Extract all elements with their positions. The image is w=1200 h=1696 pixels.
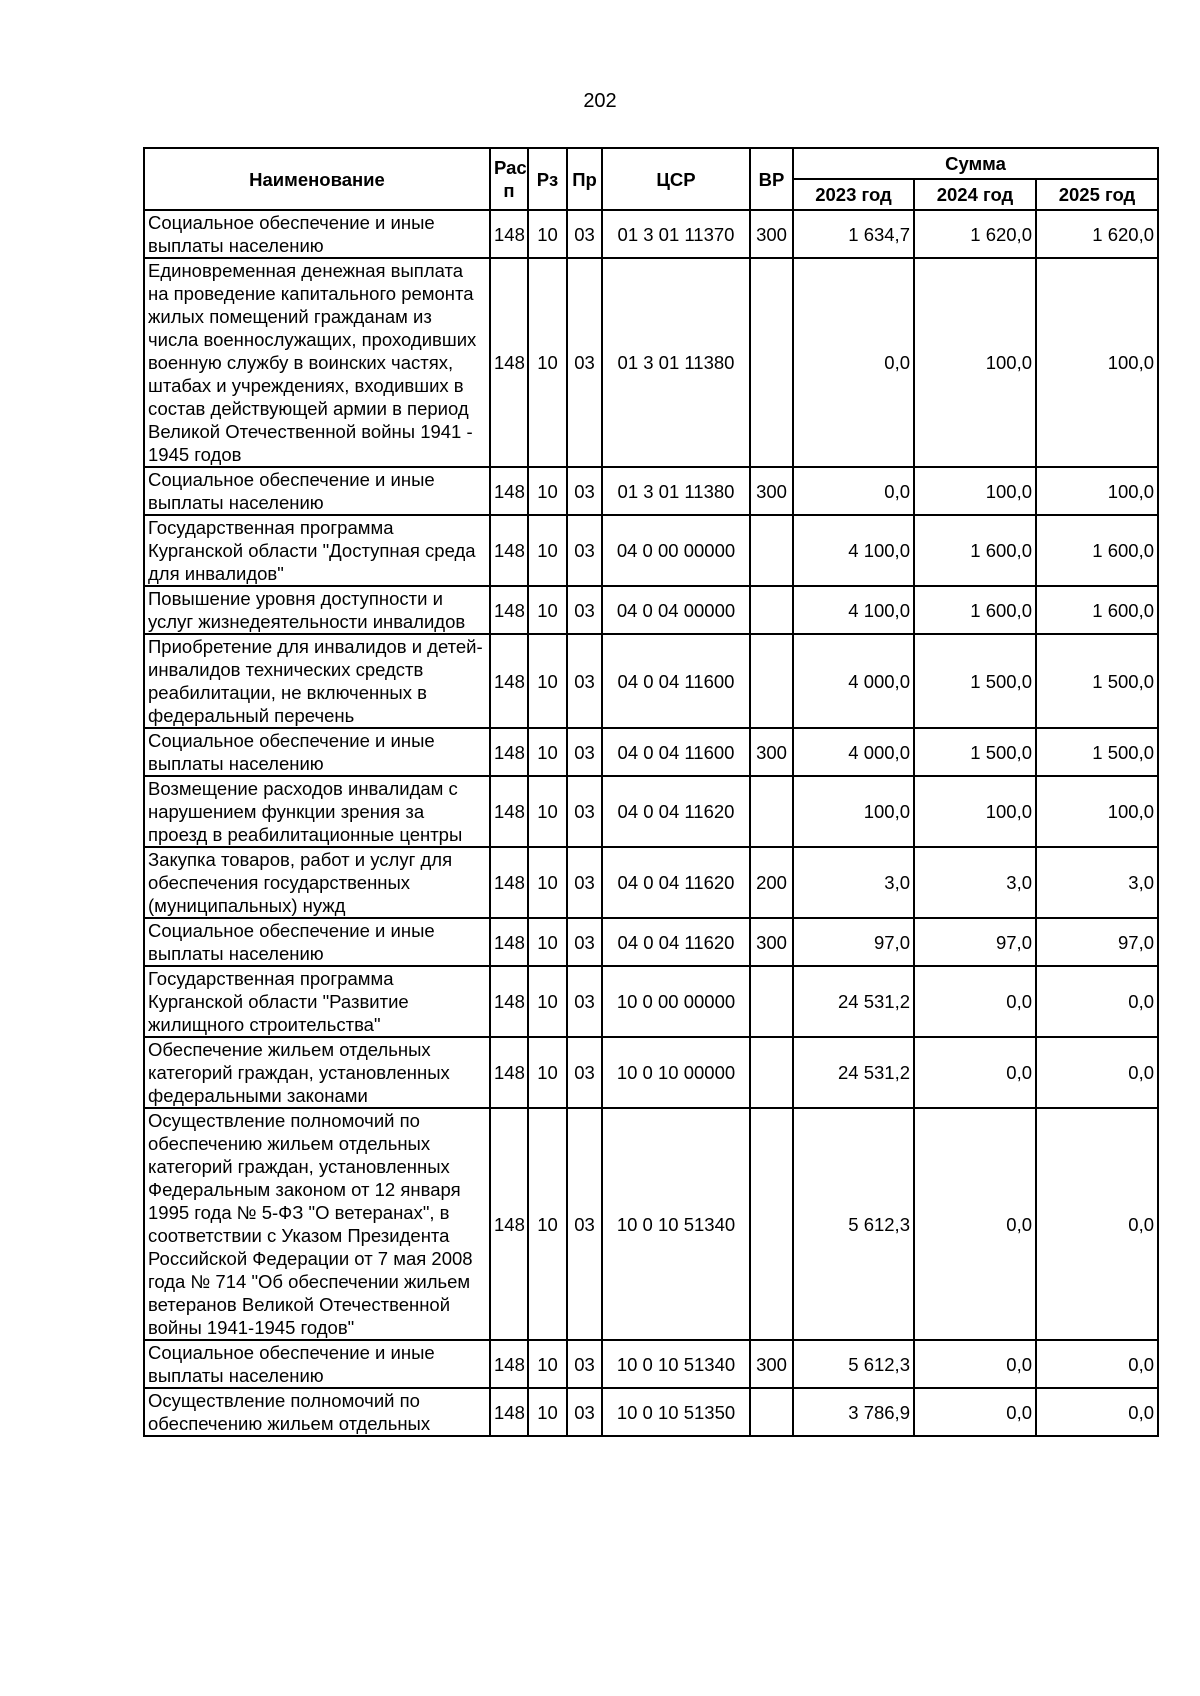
header-csr: ЦСР [602, 148, 750, 210]
cell-name: Приобретение для инвалидов и детей-инвалидов технических средств реабилитации, не включенных в федеральный перечень [144, 634, 490, 728]
cell-2025: 1 620,0 [1036, 210, 1158, 258]
cell-2025: 0,0 [1036, 966, 1158, 1037]
cell-csr: 04 0 00 00000 [602, 515, 750, 586]
cell-name: Социальное обеспечение и иные выплаты населению [144, 210, 490, 258]
cell-rasp: 148 [490, 515, 528, 586]
cell-name: Осуществление полномочий по обеспечению жильем отдельных категорий граждан, установленных Федеральным законом от 12 января 1995 года № 5-ФЗ "О ветеранах", в соответствии с Указом Президента Российской Федерации от 7 мая 2008 года № 714 "Об обеспечении жильем ветеранов Великой Отечественной войны 1941-1945 годов" [144, 1108, 490, 1340]
cell-pr: 03 [567, 1388, 602, 1436]
cell-2023: 1 634,7 [793, 210, 914, 258]
cell-rz: 10 [528, 258, 567, 467]
cell-2025: 0,0 [1036, 1108, 1158, 1340]
cell-2025: 100,0 [1036, 776, 1158, 847]
table-row [144, 586, 1158, 634]
cell-rasp: 148 [490, 847, 528, 918]
cell-rasp: 148 [490, 728, 528, 776]
cell-name: Единовременная денежная выплата на проведение капитального ремонта жилых помещений гражданам из числа военнослужащих, проходивших военную службу в воинских частях, штабах и учреждениях, входивших в состав действующей армии в период Великой Отечественной войны 1941 - 1945 годов [144, 258, 490, 467]
cell-pr: 03 [567, 776, 602, 847]
table-row [144, 776, 1158, 847]
table-row [144, 258, 1158, 467]
cell-rasp: 148 [490, 258, 528, 467]
cell-pr: 03 [567, 1037, 602, 1108]
header-name: Наименование [144, 148, 490, 210]
cell-pr: 03 [567, 210, 602, 258]
cell-csr: 10 0 10 51340 [602, 1340, 750, 1388]
cell-vr: 300 [750, 728, 793, 776]
cell-2025: 0,0 [1036, 1037, 1158, 1108]
cell-name: Закупка товаров, работ и услуг для обеспечения государственных (муниципальных) нужд [144, 847, 490, 918]
cell-pr: 03 [567, 1340, 602, 1388]
cell-csr: 04 0 04 11620 [602, 776, 750, 847]
table-row [144, 918, 1158, 966]
header-rasp: Рас п [490, 148, 528, 210]
cell-2025: 1 600,0 [1036, 515, 1158, 586]
cell-2025: 3,0 [1036, 847, 1158, 918]
cell-2023: 0,0 [793, 467, 914, 515]
cell-2023: 24 531,2 [793, 966, 914, 1037]
table-row [144, 634, 1158, 728]
header-vr: ВР [750, 148, 793, 210]
cell-2024: 1 500,0 [914, 728, 1036, 776]
cell-name: Осуществление полномочий по обеспечению жильем отдельных [144, 1388, 490, 1436]
cell-2023: 4 000,0 [793, 634, 914, 728]
header-pr: Пр [567, 148, 602, 210]
table-row [144, 515, 1158, 586]
cell-2023: 97,0 [793, 918, 914, 966]
cell-2024: 100,0 [914, 776, 1036, 847]
cell-2023: 0,0 [793, 258, 914, 467]
cell-2023: 4 100,0 [793, 586, 914, 634]
cell-2024: 0,0 [914, 1037, 1036, 1108]
cell-rasp: 148 [490, 776, 528, 847]
cell-rz: 10 [528, 210, 567, 258]
cell-2024: 97,0 [914, 918, 1036, 966]
cell-csr: 01 3 01 11380 [602, 258, 750, 467]
cell-2024: 0,0 [914, 1388, 1036, 1436]
cell-rasp: 148 [490, 1340, 528, 1388]
cell-2024: 1 500,0 [914, 634, 1036, 728]
table-row [144, 1388, 1158, 1436]
cell-vr: 300 [750, 1340, 793, 1388]
header-row [144, 148, 1158, 179]
cell-vr [750, 515, 793, 586]
cell-rz: 10 [528, 515, 567, 586]
table-row [144, 1037, 1158, 1108]
cell-csr: 01 3 01 11370 [602, 210, 750, 258]
cell-2023: 4 000,0 [793, 728, 914, 776]
table-row [144, 210, 1158, 258]
cell-2024: 100,0 [914, 258, 1036, 467]
cell-2023: 3 786,9 [793, 1388, 914, 1436]
cell-2025: 1 600,0 [1036, 586, 1158, 634]
cell-rasp: 148 [490, 1108, 528, 1340]
table-body [144, 210, 1158, 1436]
cell-name: Социальное обеспечение и иные выплаты населению [144, 918, 490, 966]
cell-name: Социальное обеспечение и иные выплаты населению [144, 1340, 490, 1388]
cell-2025: 100,0 [1036, 258, 1158, 467]
cell-rasp: 148 [490, 918, 528, 966]
table-row [144, 728, 1158, 776]
cell-csr: 01 3 01 11380 [602, 467, 750, 515]
cell-pr: 03 [567, 258, 602, 467]
cell-2023: 5 612,3 [793, 1340, 914, 1388]
cell-rz: 10 [528, 1037, 567, 1108]
cell-name: Повышение уровня доступности и услуг жизнедеятельности инвалидов [144, 586, 490, 634]
cell-2025: 100,0 [1036, 467, 1158, 515]
header-2023: 2023 год [793, 179, 914, 210]
cell-name: Обеспечение жильем отдельных категорий граждан, установленных федеральными законами [144, 1037, 490, 1108]
cell-csr: 10 0 10 51350 [602, 1388, 750, 1436]
cell-csr: 04 0 04 11620 [602, 918, 750, 966]
cell-pr: 03 [567, 847, 602, 918]
cell-2024: 100,0 [914, 467, 1036, 515]
table-row [144, 966, 1158, 1037]
cell-rz: 10 [528, 586, 567, 634]
cell-rasp: 148 [490, 634, 528, 728]
cell-2024: 0,0 [914, 1340, 1036, 1388]
cell-pr: 03 [567, 728, 602, 776]
table-row [144, 1108, 1158, 1340]
cell-2023: 24 531,2 [793, 1037, 914, 1108]
cell-pr: 03 [567, 966, 602, 1037]
cell-vr [750, 966, 793, 1037]
cell-rasp: 148 [490, 586, 528, 634]
cell-vr: 200 [750, 847, 793, 918]
cell-vr [750, 634, 793, 728]
cell-2025: 1 500,0 [1036, 728, 1158, 776]
cell-vr: 300 [750, 467, 793, 515]
cell-vr [750, 258, 793, 467]
cell-rz: 10 [528, 1388, 567, 1436]
cell-vr [750, 776, 793, 847]
cell-vr: 300 [750, 918, 793, 966]
cell-2025: 0,0 [1036, 1340, 1158, 1388]
cell-csr: 10 0 10 00000 [602, 1037, 750, 1108]
cell-rasp: 148 [490, 467, 528, 515]
cell-pr: 03 [567, 918, 602, 966]
cell-rasp: 148 [490, 210, 528, 258]
cell-2024: 0,0 [914, 1108, 1036, 1340]
cell-vr [750, 1108, 793, 1340]
header-rz: Рз [528, 148, 567, 210]
cell-rz: 10 [528, 728, 567, 776]
cell-pr: 03 [567, 1108, 602, 1340]
header-2024: 2024 год [914, 179, 1036, 210]
cell-rasp: 148 [490, 1388, 528, 1436]
cell-vr [750, 586, 793, 634]
cell-name: Государственная программа Курганской области "Развитие жилищного строительства" [144, 966, 490, 1037]
cell-name: Социальное обеспечение и иные выплаты населению [144, 467, 490, 515]
page-number: 202 [583, 90, 617, 112]
cell-rasp: 148 [490, 966, 528, 1037]
cell-csr: 04 0 04 00000 [602, 586, 750, 634]
cell-vr [750, 1037, 793, 1108]
cell-2024: 1 600,0 [914, 515, 1036, 586]
cell-csr: 10 0 10 51340 [602, 1108, 750, 1340]
cell-2023: 100,0 [793, 776, 914, 847]
cell-pr: 03 [567, 515, 602, 586]
header-sum: Сумма [793, 148, 1158, 179]
cell-pr: 03 [567, 634, 602, 728]
cell-2025: 1 500,0 [1036, 634, 1158, 728]
cell-csr: 04 0 04 11600 [602, 634, 750, 728]
cell-rz: 10 [528, 966, 567, 1037]
cell-vr [750, 1388, 793, 1436]
cell-vr: 300 [750, 210, 793, 258]
cell-pr: 03 [567, 586, 602, 634]
table-row [144, 847, 1158, 918]
cell-rz: 10 [528, 634, 567, 728]
cell-2023: 3,0 [793, 847, 914, 918]
cell-name: Социальное обеспечение и иные выплаты населению [144, 728, 490, 776]
cell-2024: 3,0 [914, 847, 1036, 918]
cell-rz: 10 [528, 918, 567, 966]
cell-2025: 0,0 [1036, 1388, 1158, 1436]
cell-2024: 1 620,0 [914, 210, 1036, 258]
cell-name: Государственная программа Курганской области "Доступная среда для инвалидов" [144, 515, 490, 586]
cell-2023: 5 612,3 [793, 1108, 914, 1340]
budget-table [143, 147, 1159, 1437]
cell-rz: 10 [528, 467, 567, 515]
cell-rz: 10 [528, 776, 567, 847]
cell-2023: 4 100,0 [793, 515, 914, 586]
cell-csr: 04 0 04 11600 [602, 728, 750, 776]
cell-csr: 10 0 00 00000 [602, 966, 750, 1037]
cell-2025: 97,0 [1036, 918, 1158, 966]
table-row [144, 1340, 1158, 1388]
cell-pr: 03 [567, 467, 602, 515]
header-2025: 2025 год [1036, 179, 1158, 210]
cell-name: Возмещение расходов инвалидам с нарушением функции зрения за проезд в реабилитационные центры [144, 776, 490, 847]
cell-2024: 1 600,0 [914, 586, 1036, 634]
cell-rasp: 148 [490, 1037, 528, 1108]
cell-rz: 10 [528, 1108, 567, 1340]
cell-rz: 10 [528, 1340, 567, 1388]
table-row [144, 467, 1158, 515]
cell-rz: 10 [528, 847, 567, 918]
cell-2024: 0,0 [914, 966, 1036, 1037]
cell-csr: 04 0 04 11620 [602, 847, 750, 918]
